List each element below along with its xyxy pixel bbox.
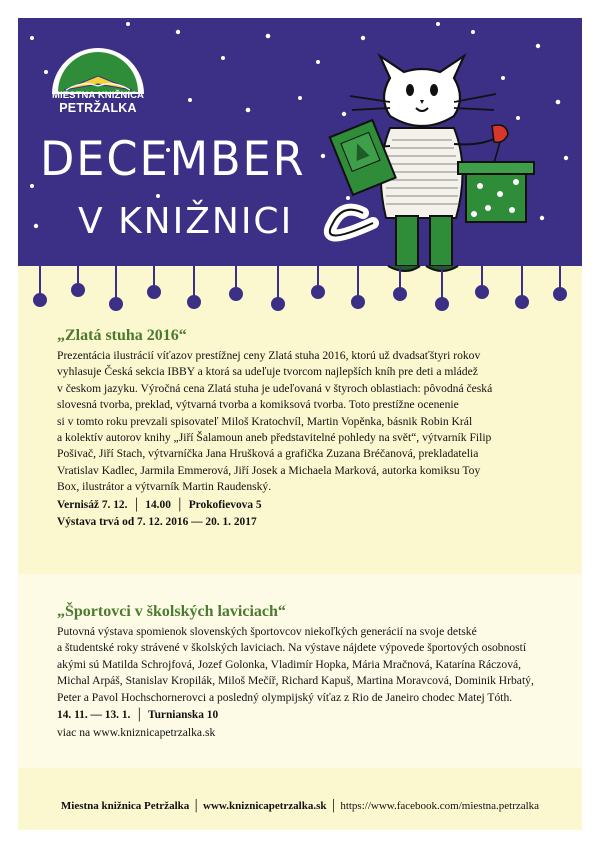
footer-facebook-link[interactable]: https://www.facebook.com/miestna.petrzalka [340,800,540,812]
body-line: si v tomto roku prevzali spisovateľ Miloš Kratochvíl, Martin Vopěnka, básnik Robin Král [57,414,473,428]
body-line: Michal Arpáš, Stanislav Kropilák, Miloš Mečíř, Richard Kapuš, Martina Moravcová, Dominik Hrbatý, [57,674,534,688]
header-banner [18,18,582,266]
vernisaz-info: Vernisáž 7. 12. │ 14.00 │ Prokofievova 5 [57,498,262,511]
exhibition-info: 14. 11. — 13. 1. │ Turnianska 10 [57,709,219,722]
section-title: „Športovci v školských laviciach“ [57,603,286,620]
body-line: Prezentácia ilustrácií víťazov prestížnej ceny Zlatá stuha 2016, ktorú už dvadsaťštyri rokov [57,349,481,362]
cat-illustration [330,56,534,271]
body-line: Pošivač, Jiří Stach, výtvarníčka Jana Hrušková a grafička Zuzana Bréčanová, prekladatelia [57,447,479,461]
section-body [57,624,562,706]
body-line: slovesná tvorba, preklad, výtvarná tvorba a komiksová tvorba. Toto prestížne ocenenie [57,398,459,412]
vernisaz-label: Vernisáž [57,498,99,511]
header-title: DECEMBER [40,132,306,187]
vernisaz-date: 7. 12. [101,498,128,511]
body-line: v českom jazyku. Výročná cena Zlatá stuha je udeľovaná v štyroch oblastiach: pôvodná česká [57,381,493,395]
body-line: Box, ilustrátor a výtvarník Martin Raudenský. [57,480,272,494]
logo-line-2: PETRŽALKA [59,101,137,115]
section-zlata-stuha [18,326,582,530]
section-body [57,348,562,496]
footer-library-name: Miestna knižnica Petržalka [60,800,190,812]
vernisaz-place: Prokofievova 5 [188,498,262,511]
logo-line-1: MIESTNA KNIŽNICA [51,90,145,101]
more-info-link[interactable]: viac na www.kniznicapetrzalka.sk [57,726,216,740]
body-line: a študentské roky strávené v školských laviciach. Na výstave nájdete výpovede športových osobností [57,641,527,655]
exhibition-dates: Výstava trvá od 7. 12. 2016 — 20. 1. 2017 [57,515,257,528]
exhibition-dates: 14. 11. — 13. 1. [57,709,131,722]
body-line: Peter a Pavol Hochschornerovci a posledný olympijský víťaz z Rio de Janeiro chodec Matej Tóth. [57,690,513,704]
vernisaz-time: 14.00 [145,498,171,511]
poster [18,18,582,830]
body-line: akými sú Matilda Schrojfová, Jozef Golonka, Vladimír Hopka, Mária Mračnová, Katarína Ráczová, [57,657,522,671]
body-line: Vratislav Kadlec, Jarmila Emmerová, Jiří Josek a Michaela Marková, autorka komiksu Toy [57,463,481,477]
body-line: vyhlasuje Česká sekcia IBBY a ktorá sa udeľuje tvorcom najlepších kníh pre deti a mládež [57,365,478,379]
section-sportovci [18,574,582,768]
exhibition-place: Turnianska 10 [148,709,219,722]
body-line: a kolektív autorov knihy „Jiří Šalamoun aneb představitelné pohledy na svět“, výtvarník Filip [57,431,492,445]
section-title: „Zlatá stuha 2016“ [57,327,187,344]
library-logo-text [48,46,148,126]
body-line: Putovná výstava spomienok slovenských športovcov niekoľkých generácií na svoje detské [57,625,477,638]
footer: Miestna knižnica Petržalka │ www.kniznicapetrzalka.sk │ https://www.facebook.com/miestna.petrzalka [60,800,540,812]
footer-website-link[interactable]: www.kniznicapetrzalka.sk [203,800,327,812]
garland-decoration [18,266,582,326]
header-subtitle: V KNIŽNICI [78,201,294,242]
